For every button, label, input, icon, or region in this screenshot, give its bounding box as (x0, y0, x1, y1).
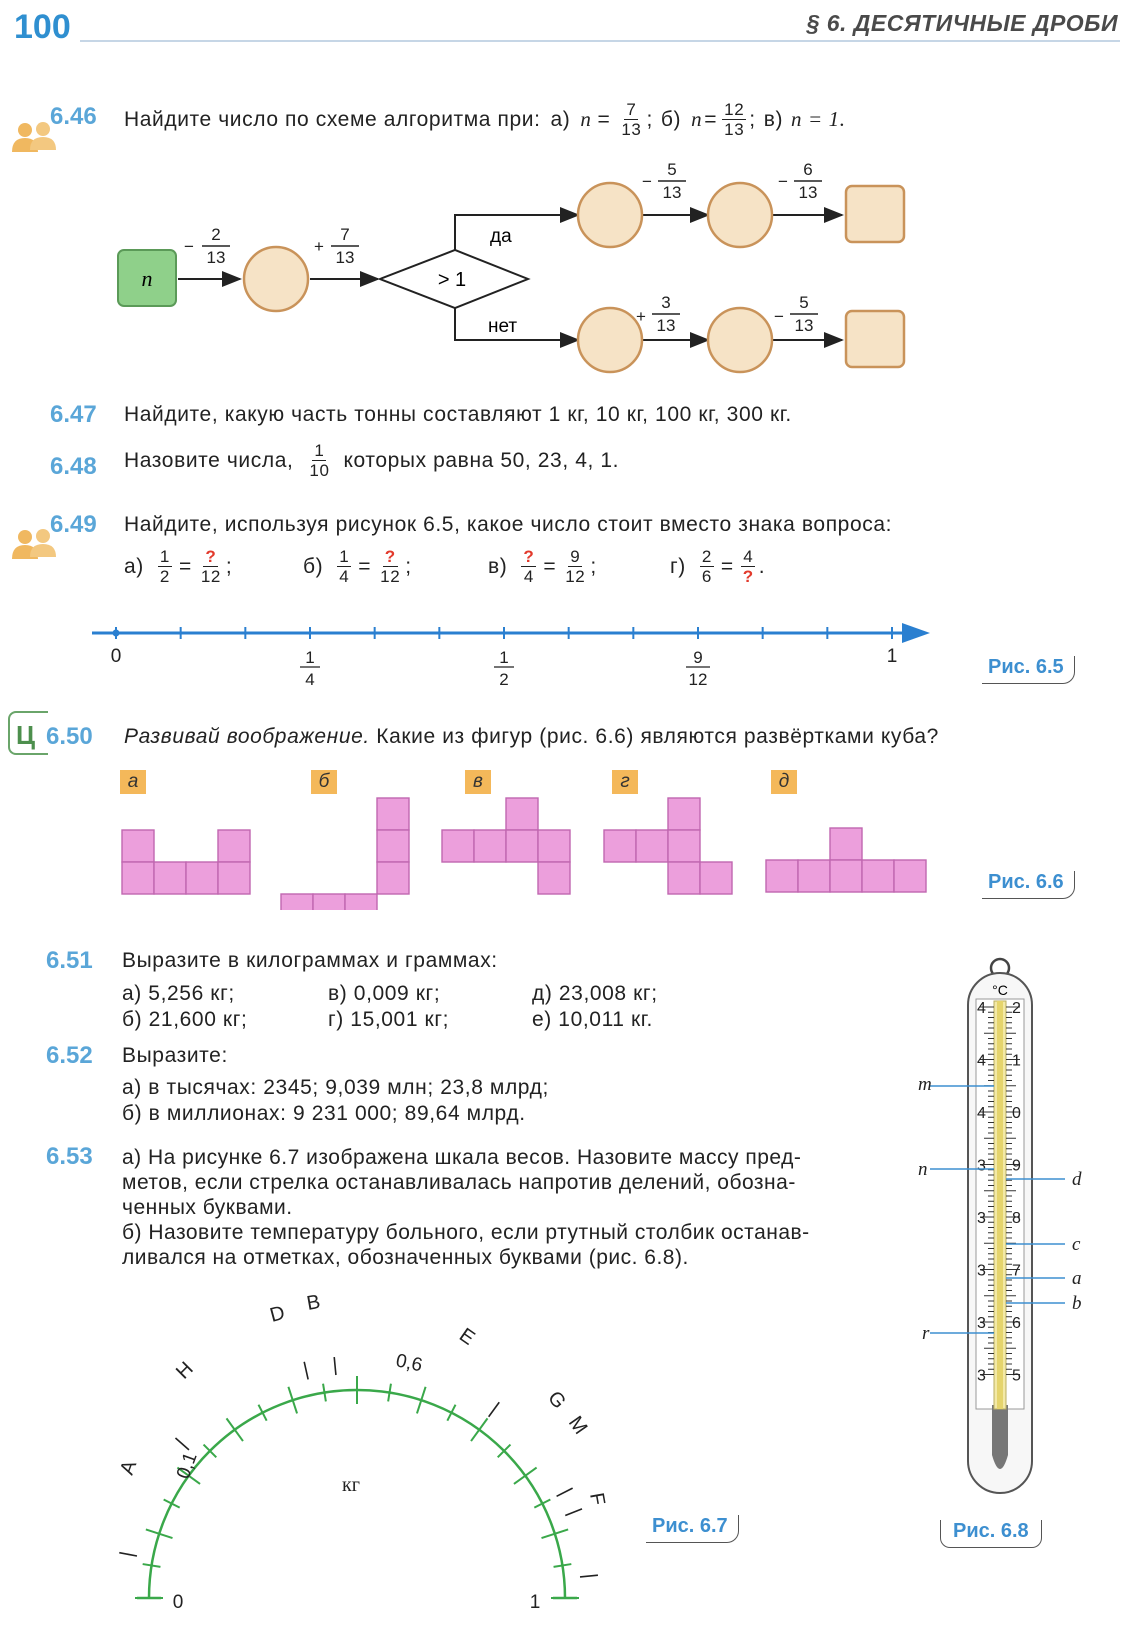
p646-b-var: n (691, 107, 703, 131)
p651-item-b: б) 21,600 кг; (122, 1008, 248, 1031)
cube-net-cell (474, 830, 506, 862)
yes1-den: 13 (662, 183, 682, 202)
cube-net-cell (313, 894, 345, 910)
problem-number-6-48: 6.48 (50, 453, 97, 480)
thermo-mercury (997, 1001, 1003, 1409)
cube-net-cell (668, 830, 700, 862)
flow-node-no-1 (578, 308, 642, 372)
p648-fraction: $\frac{1}{10}$ (309, 441, 330, 480)
scale-letter-A: A (116, 1457, 142, 1478)
p646-a-eq: = (597, 107, 611, 131)
thermo-letter-n: n (918, 1159, 928, 1180)
scale-letter-B: B (305, 1290, 323, 1315)
flow-no-label: нет (488, 316, 518, 337)
no1-sign: + (636, 307, 646, 326)
p646-a-var: n (580, 107, 592, 131)
problem-6-52-text: Выразите: (122, 1044, 228, 1067)
scale-pointer (580, 1575, 598, 1577)
cube-net-cell (604, 830, 636, 862)
scale-tick (554, 1564, 572, 1567)
nl-m1-den: 4 (305, 670, 315, 689)
cube-net-cell (668, 862, 700, 894)
scale-tick (227, 1418, 243, 1441)
p646-sep2: ; (749, 107, 756, 131)
problem-6-51-text: Выразите в килограммах и граммах: (122, 949, 498, 972)
yes2-den: 13 (798, 183, 818, 202)
no2-den: 13 (794, 316, 814, 335)
nl-m3-den: 12 (688, 670, 708, 689)
p649-item-d: г) $\frac{2}{6}$ = $\frac{4}{?}$ . (670, 547, 766, 586)
net-label-b: б (311, 770, 337, 794)
fig-6-7-caption: Рис. 6.7 (646, 1515, 739, 1543)
cube-net-cell (218, 862, 250, 894)
nl-m3-num: 9 (693, 648, 703, 667)
cube-net-cell (506, 830, 538, 862)
scale-tick (471, 1418, 487, 1441)
cube-net-cell (377, 862, 409, 894)
p646-intro: Найдите число по схеме алгоритма при: (124, 107, 541, 131)
cube-net-cell (862, 860, 894, 892)
header-rule (80, 40, 1120, 42)
p650-rest: Какие из фигур (рис. 6.6) являются развёртками куба? (376, 725, 939, 748)
problem-6-53-text (122, 1145, 810, 1270)
fig-6-6-caption: Рис. 6.6 (982, 871, 1075, 899)
problem-number-6-51: 6.51 (46, 947, 93, 974)
p649-item-b: б) $\frac{1}{4}$ = $\frac{?}{12}$ ; (303, 547, 412, 586)
flow-node-yes-2 (708, 183, 772, 247)
flow-node-1 (244, 247, 308, 311)
cube-nets-figure (0, 790, 1146, 910)
scale-pointer (565, 1509, 582, 1516)
p653-line-1: а) На рисунке 6.7 изображена шкала весов. Назовите массу пред- (122, 1146, 802, 1169)
cube-net-cell (830, 860, 862, 892)
cube-net-cell (377, 830, 409, 862)
scale-tick (164, 1499, 180, 1507)
no1-num: 3 (661, 293, 671, 312)
p646-a-label: а) (550, 107, 571, 131)
flow-start-label: n (141, 266, 153, 291)
flow-yes-label: да (490, 226, 512, 247)
thermo-letter-c: c (1072, 1234, 1081, 1255)
page-number: 100 (14, 8, 71, 46)
cube-net-cell (668, 798, 700, 830)
problem-6-48-text (124, 441, 619, 480)
net-label-a: а (120, 770, 146, 794)
problem-6-49-text: Найдите, используя рисунок 6.5, какое число стоит вместо знака вопроса: (124, 513, 893, 536)
net-label-e: д (771, 770, 797, 794)
cube-net-cell (538, 862, 570, 894)
thermo-scale-tens: 3 (977, 1210, 986, 1227)
yes1-num: 5 (667, 160, 677, 179)
p651-item-a: а) 5,256 кг; (122, 982, 235, 1005)
nl-label-1: 1 (886, 646, 898, 667)
yes2-num: 6 (803, 160, 813, 179)
thermo-scale-tens: 4 (977, 1105, 986, 1122)
cube-net-cell (636, 830, 668, 862)
no1-den: 13 (656, 316, 676, 335)
scale-figure (0, 1280, 900, 1626)
scale-letter-H: H (171, 1357, 198, 1384)
p652-items (122, 1075, 549, 1127)
cube-net-cell (538, 830, 570, 862)
thermo-scale-tens: 3 (977, 1262, 986, 1280)
op2-sign: + (314, 237, 324, 256)
problem-number-6-50: 6.50 (46, 723, 93, 750)
flow-decision-label: > 1 (437, 269, 467, 291)
cube-net-cell (154, 862, 186, 894)
scale-pointer (175, 1438, 189, 1450)
cube-net-cell (122, 830, 154, 862)
cube-net-cell (894, 860, 926, 892)
p646-b-fraction: $\frac{12}{13}$ (724, 100, 745, 139)
flow-node-yes-1 (578, 183, 642, 247)
thermo-scale-tens: 3 (977, 1315, 986, 1332)
cube-net-cell (281, 894, 313, 910)
flow-end-no (846, 311, 904, 367)
p649-item-c: в) $\frac{?}{4}$ = $\frac{9}{12}$ ; (488, 547, 597, 586)
flow-end-yes (846, 186, 904, 242)
scale-label-06: 0,6 (393, 1350, 425, 1377)
thermo-letter-m: m (918, 1074, 932, 1095)
thermo-letter-b: b (1072, 1293, 1082, 1314)
p651-item-c: в) 0,009 кг; (328, 982, 441, 1005)
scale-tick (143, 1564, 161, 1567)
thermo-scale-ones: 9 (1012, 1157, 1021, 1175)
cube-net-cell (830, 828, 862, 860)
p653-line-5: ливался на отметках, обозначенных буквами (рис. 6.8). (122, 1246, 689, 1269)
thermo-scale-ones: 2 (1012, 1000, 1021, 1017)
cube-net-cell (345, 894, 377, 910)
cube-net-cell (442, 830, 474, 862)
scale-tick (447, 1405, 455, 1421)
thermo-scale-tens: 4 (977, 1052, 986, 1070)
fig-6-5-caption: Рис. 6.5 (982, 656, 1075, 684)
scale-pointer (334, 1357, 336, 1375)
number-line-figure (0, 615, 1146, 695)
scale-label-0: 0 (172, 1592, 184, 1613)
cube-net-cell (218, 830, 250, 862)
problem-number-6-49: 6.49 (50, 511, 97, 538)
nl-m1-num: 1 (305, 648, 315, 667)
number-line-arrow (902, 623, 930, 643)
thermo-scale-ones: 5 (1012, 1367, 1021, 1385)
nl-m2-num: 1 (499, 648, 509, 667)
scale-pointer (119, 1553, 137, 1556)
thermo-scale-ones: 1 (1012, 1052, 1021, 1070)
nl-m2-den: 2 (499, 670, 509, 689)
thermo-scale-ones: 0 (1012, 1105, 1021, 1122)
op2-num: 7 (340, 225, 350, 244)
scale-letter-G: G (543, 1387, 571, 1414)
thermometer-figure (900, 955, 1140, 1535)
scale-tick (388, 1384, 391, 1402)
p651-col3 (532, 981, 658, 1033)
cube-net-cell (377, 798, 409, 830)
scale-pointer (557, 1488, 573, 1496)
no2-sign: − (774, 307, 784, 326)
problem-6-47-text: Найдите, какую часть тонны составляют 1 кг, 10 кг, 100 кг, 300 кг. (124, 403, 792, 426)
p646-c-label: в) (763, 107, 784, 131)
algorithm-flowchart (0, 150, 1146, 390)
thermo-unit: °С (992, 982, 1008, 998)
scale-letter-D: D (267, 1301, 288, 1327)
thermo-bulb (992, 1405, 1008, 1469)
p653-line-4: б) Назовите температуру больного, если ртутный столбик останав- (122, 1221, 810, 1244)
cube-net-cell (700, 862, 732, 894)
problem-number-6-46: 6.46 (50, 103, 97, 130)
p652-item-a: а) в тысячах: 2345; 9,039 млн; 23,8 млрд; (122, 1076, 549, 1099)
scale-letter-E: E (455, 1324, 479, 1350)
p650-italic: Развивай воображение. (124, 725, 370, 748)
thermo-scale-tens: 4 (977, 1000, 986, 1017)
net-label-d: г (612, 770, 638, 794)
p648-after: которых равна 50, 23, 4, 1. (343, 448, 620, 472)
thermo-scale-tens: 3 (977, 1367, 986, 1385)
yes1-sign: − (642, 172, 652, 191)
problem-6-46-text (124, 100, 846, 139)
p651-item-e: д) 23,008 кг; (532, 982, 658, 1005)
thermo-scale-ones: 7 (1012, 1262, 1021, 1280)
problem-number-6-47: 6.47 (50, 401, 97, 428)
flow-node-no-2 (708, 308, 772, 372)
scale-label-1: 1 (529, 1592, 541, 1613)
p651-item-d: г) 15,001 кг; (328, 1008, 450, 1031)
scale-pointer (304, 1362, 308, 1380)
op1-den: 13 (206, 248, 226, 267)
fig-6-8-caption: Рис. 6.8 (940, 1520, 1042, 1548)
problem-number-6-52: 6.52 (46, 1042, 93, 1069)
p646-sep1: ; (646, 107, 653, 131)
cube-net-cell (186, 862, 218, 894)
scale-label-01: 0,1 (172, 1449, 202, 1482)
thermo-letter-r: r (922, 1323, 930, 1344)
chapter-title: § 6. ДЕСЯТИЧНЫЕ ДРОБИ (806, 10, 1118, 36)
p646-b-label: б) (660, 107, 682, 131)
thermo-scale-ones: 6 (1012, 1315, 1021, 1332)
scale-tick (534, 1499, 550, 1507)
thermo-scale-ones: 8 (1012, 1210, 1021, 1227)
cube-net-cell (122, 862, 154, 894)
task-badge: Ц (8, 711, 48, 755)
no2-num: 5 (799, 293, 809, 312)
p646-c-expr: n = 1. (791, 107, 846, 131)
thermo-letter-d: d (1072, 1169, 1082, 1190)
scale-pointer (489, 1402, 500, 1417)
scale-unit: кг (342, 1474, 360, 1496)
op1-num: 2 (211, 225, 221, 244)
cube-net-cell (506, 798, 538, 830)
cube-net-cell (766, 860, 798, 892)
p649-item-a: а) $\frac{1}{2}$ = $\frac{?}{12}$ ; (124, 547, 233, 586)
op2-den: 13 (335, 248, 355, 267)
flow-arrow-yes (455, 215, 578, 250)
p653-line-3: ченных буквами. (122, 1196, 293, 1219)
p646-a-fraction: $\frac{7}{13}$ (621, 100, 642, 139)
p653-line-2: метов, если стрелка останавливалась напротив делений, обозна- (122, 1171, 796, 1194)
thermo-letter-a: a (1072, 1268, 1082, 1289)
problem-number-6-53: 6.53 (46, 1143, 93, 1170)
cube-net-cell (798, 860, 830, 892)
problem-6-50-text (124, 725, 939, 749)
scale-tick (323, 1384, 326, 1402)
p648-before: Назовите числа, (124, 448, 294, 472)
p651-item-f: е) 10,011 кг. (532, 1008, 653, 1031)
p652-item-b: б) в миллионах: 9 231 000; 89,64 млрд. (122, 1102, 526, 1125)
yes2-sign: − (778, 172, 788, 191)
nl-label-0: 0 (110, 646, 122, 667)
scale-letter-F: F (585, 1491, 609, 1507)
thermo-scale-tens: 3 (977, 1157, 986, 1175)
net-label-c: в (465, 770, 491, 794)
p646-b-eq: = (704, 107, 718, 131)
scale-tick (514, 1468, 537, 1484)
p651-col2 (328, 981, 449, 1033)
scale-tick (258, 1405, 266, 1421)
p651-col1 (122, 981, 247, 1033)
op1-sign: − (184, 237, 194, 256)
scale-letter-M: M (563, 1412, 592, 1439)
